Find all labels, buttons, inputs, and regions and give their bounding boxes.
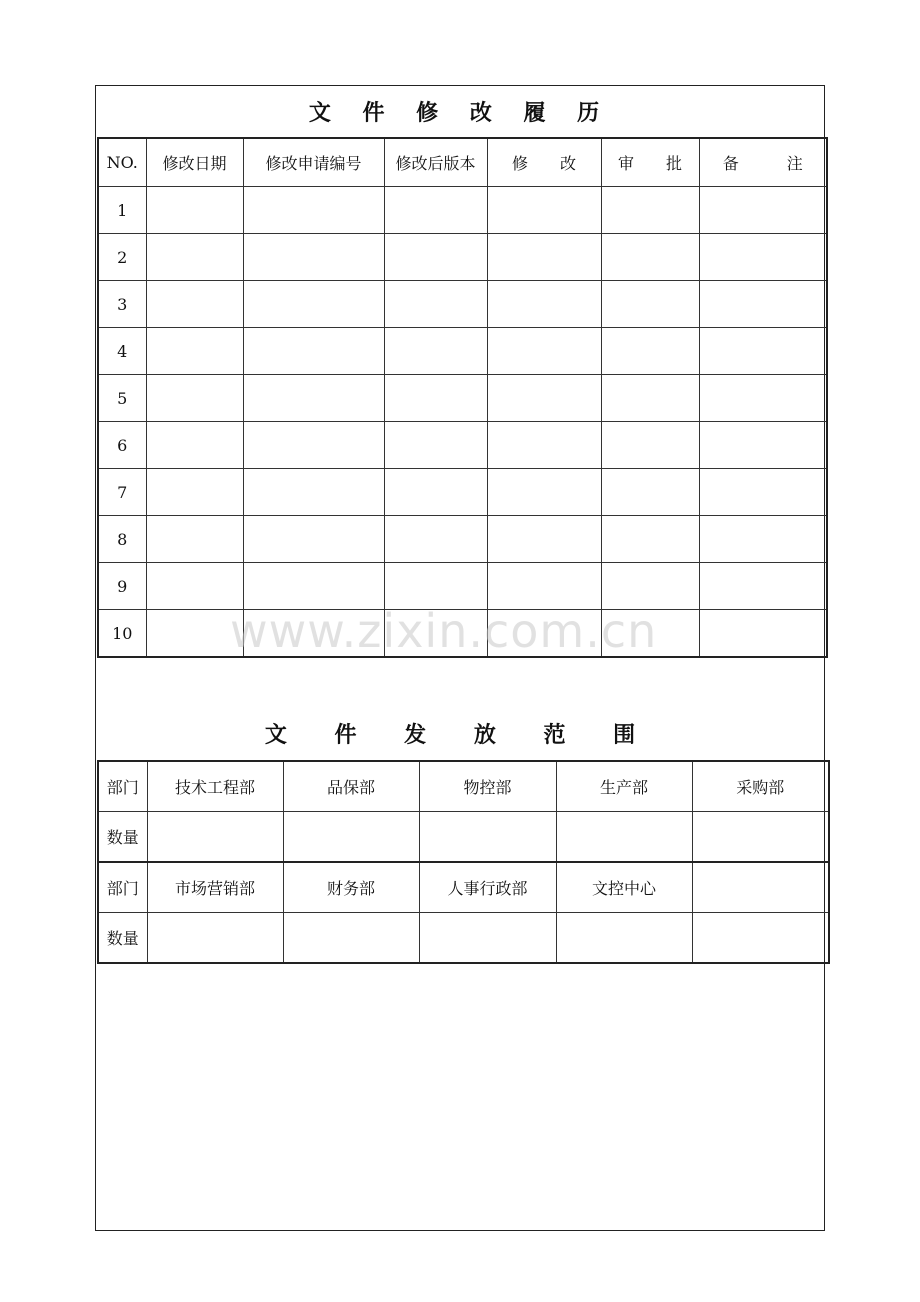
cell[interactable] xyxy=(243,422,384,469)
qty-row xyxy=(98,812,829,863)
table-row xyxy=(98,516,827,563)
cell[interactable] xyxy=(146,563,243,610)
dept-row xyxy=(98,761,829,812)
row-number: 6 xyxy=(98,422,146,469)
dept-name: 物控部 xyxy=(419,761,556,812)
qty-cell[interactable] xyxy=(556,913,692,964)
cell[interactable] xyxy=(699,328,827,375)
table-row xyxy=(98,563,827,610)
cell[interactable] xyxy=(699,610,827,658)
header-no: NO. xyxy=(98,138,146,187)
cell[interactable] xyxy=(384,281,487,328)
history-title: 文 件 修 改 履 历 xyxy=(308,100,612,126)
cell[interactable] xyxy=(243,375,384,422)
cell[interactable] xyxy=(146,516,243,563)
cell[interactable] xyxy=(146,187,243,234)
distribution-table xyxy=(97,760,830,964)
cell[interactable] xyxy=(487,516,601,563)
table-row xyxy=(98,328,827,375)
cell[interactable] xyxy=(601,516,699,563)
cell[interactable] xyxy=(699,234,827,281)
cell[interactable] xyxy=(243,234,384,281)
table-row xyxy=(98,375,827,422)
cell[interactable] xyxy=(699,469,827,516)
cell[interactable] xyxy=(487,469,601,516)
cell[interactable] xyxy=(699,281,827,328)
cell[interactable] xyxy=(384,375,487,422)
cell[interactable] xyxy=(146,469,243,516)
cell[interactable] xyxy=(384,328,487,375)
cell[interactable] xyxy=(601,281,699,328)
table-row xyxy=(98,281,827,328)
qty-label: 数量 xyxy=(98,913,147,964)
cell[interactable] xyxy=(601,422,699,469)
cell[interactable] xyxy=(601,187,699,234)
cell[interactable] xyxy=(384,187,487,234)
row-number: 8 xyxy=(98,516,146,563)
qty-cell[interactable] xyxy=(283,913,419,964)
dept-name: 技术工程部 xyxy=(147,761,283,812)
table-row xyxy=(98,422,827,469)
cell[interactable] xyxy=(601,469,699,516)
qty-cell[interactable] xyxy=(419,812,556,863)
qty-row xyxy=(98,913,829,964)
cell[interactable] xyxy=(146,422,243,469)
cell[interactable] xyxy=(601,375,699,422)
cell[interactable] xyxy=(601,328,699,375)
cell[interactable] xyxy=(487,281,601,328)
qty-cell[interactable] xyxy=(692,913,829,964)
row-number: 9 xyxy=(98,563,146,610)
cell[interactable] xyxy=(384,469,487,516)
distribution-title: 文 件 发 放 范 围 xyxy=(264,722,656,748)
cell[interactable] xyxy=(243,469,384,516)
cell[interactable] xyxy=(243,328,384,375)
row-number: 7 xyxy=(98,469,146,516)
row-number: 1 xyxy=(98,187,146,234)
qty-cell[interactable] xyxy=(147,913,283,964)
dept-name: 人事行政部 xyxy=(419,862,556,913)
cell[interactable] xyxy=(487,422,601,469)
header-request-no: 修改申请编号 xyxy=(243,138,384,187)
dept-name xyxy=(692,862,829,913)
cell[interactable] xyxy=(699,375,827,422)
header-approval: 审 批 xyxy=(601,138,699,187)
cell[interactable] xyxy=(487,328,601,375)
cell[interactable] xyxy=(146,375,243,422)
qty-label: 数量 xyxy=(98,812,147,863)
cell[interactable] xyxy=(384,234,487,281)
row-number: 5 xyxy=(98,375,146,422)
header-version: 修改后版本 xyxy=(384,138,487,187)
cell[interactable] xyxy=(384,563,487,610)
qty-cell[interactable] xyxy=(556,812,692,863)
dept-name: 生产部 xyxy=(556,761,692,812)
qty-cell[interactable] xyxy=(283,812,419,863)
table-row xyxy=(98,187,827,234)
cell[interactable] xyxy=(601,563,699,610)
qty-cell[interactable] xyxy=(419,913,556,964)
table-row xyxy=(98,469,827,516)
row-number: 4 xyxy=(98,328,146,375)
cell[interactable] xyxy=(487,375,601,422)
cell[interactable] xyxy=(146,328,243,375)
dept-label: 部门 xyxy=(98,761,147,812)
cell[interactable] xyxy=(699,422,827,469)
cell[interactable] xyxy=(146,281,243,328)
dept-name: 品保部 xyxy=(283,761,419,812)
cell[interactable] xyxy=(243,281,384,328)
cell[interactable] xyxy=(146,610,243,658)
watermark: www.zixin.com.cn xyxy=(230,604,658,658)
cell[interactable] xyxy=(384,516,487,563)
header-remarks: 备 注 xyxy=(699,138,827,187)
cell[interactable] xyxy=(243,187,384,234)
cell[interactable] xyxy=(487,187,601,234)
header-date: 修改日期 xyxy=(146,138,243,187)
dept-label: 部门 xyxy=(98,862,147,913)
dept-name: 文控中心 xyxy=(556,862,692,913)
cell[interactable] xyxy=(243,563,384,610)
dept-name: 财务部 xyxy=(283,862,419,913)
row-number: 10 xyxy=(98,610,146,658)
dept-name: 采购部 xyxy=(692,761,829,812)
cell[interactable] xyxy=(699,563,827,610)
qty-cell[interactable] xyxy=(692,812,829,863)
cell[interactable] xyxy=(146,234,243,281)
cell[interactable] xyxy=(487,234,601,281)
dept-row xyxy=(98,862,829,913)
header-revision: 修 改 xyxy=(487,138,601,187)
row-number: 2 xyxy=(98,234,146,281)
table-row xyxy=(98,234,827,281)
cell[interactable] xyxy=(699,187,827,234)
cell[interactable] xyxy=(601,234,699,281)
cell[interactable] xyxy=(699,516,827,563)
cell[interactable] xyxy=(384,422,487,469)
history-header-row xyxy=(98,138,827,187)
cell[interactable] xyxy=(243,516,384,563)
revision-history-table xyxy=(97,137,828,658)
cell[interactable] xyxy=(487,563,601,610)
qty-cell[interactable] xyxy=(147,812,283,863)
row-number: 3 xyxy=(98,281,146,328)
dept-name: 市场营销部 xyxy=(147,862,283,913)
